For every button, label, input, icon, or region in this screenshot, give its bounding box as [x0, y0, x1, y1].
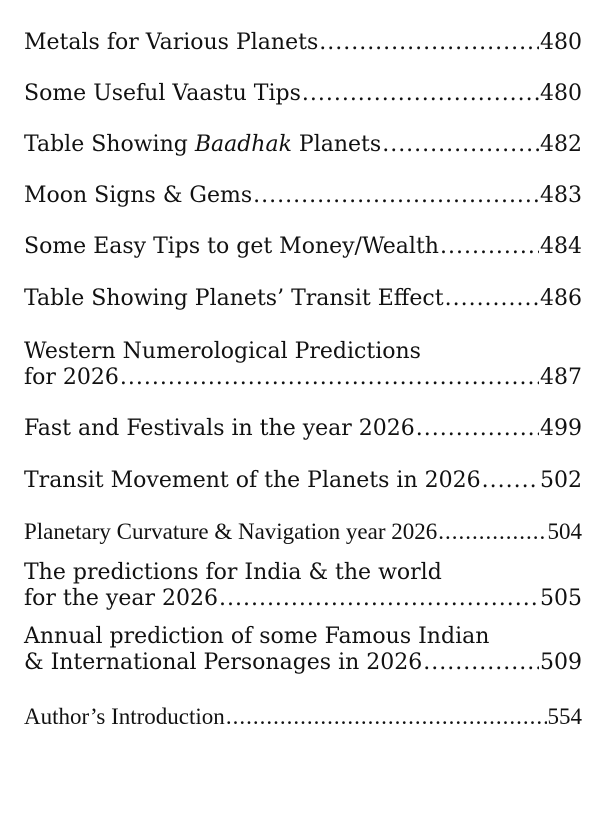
toc-entry-money-tips	[24, 234, 582, 260]
toc-entry-title: Some Useful Vaastu Tips	[24, 81, 301, 106]
dot-leader	[482, 468, 539, 494]
toc-entry-title: Author’s Introduction	[24, 704, 225, 729]
toc-entry-title: for the year 2026	[24, 586, 218, 611]
toc-entry-page: 484	[540, 234, 582, 259]
title-italic-part: Baadhak	[194, 132, 292, 157]
toc-entry-title-line1: The predictions for India & the world	[24, 560, 442, 585]
dot-leader	[219, 586, 539, 612]
toc-entry-transit-effect	[24, 286, 582, 312]
dot-leader	[382, 132, 539, 158]
toc-entry-author-intro	[24, 704, 582, 730]
toc-entry-page: 554	[547, 704, 582, 729]
toc-entry-title-line1: Western Numerological Predictions	[24, 339, 421, 364]
toc-entry-curvature	[24, 519, 582, 545]
toc-entry-page: 499	[540, 416, 582, 441]
toc-entry-title-line1: Annual prediction of some Famous Indian	[24, 624, 490, 649]
dot-leader	[226, 704, 547, 730]
toc-entry-page: 505	[540, 586, 582, 611]
toc-entry-page: 502	[540, 468, 582, 493]
toc-entry-festivals	[24, 416, 582, 442]
toc-entry-page: 504	[547, 519, 582, 544]
toc-entry-page: 480	[540, 30, 582, 55]
toc-entry-page: 482	[540, 132, 582, 157]
toc-entry-vaastu	[24, 81, 582, 107]
toc-entry-page: 487	[540, 365, 582, 390]
toc-entry-title: Some Easy Tips to get Money/Wealth	[24, 234, 439, 259]
dot-leader	[253, 183, 539, 209]
dot-leader	[416, 416, 539, 442]
dot-leader	[423, 650, 539, 676]
dot-leader	[302, 81, 539, 107]
toc-entry-metals	[24, 30, 582, 56]
toc-entry-numerology	[24, 339, 582, 391]
toc-entry-transit-movement	[24, 468, 582, 494]
toc-entry-title: Planetary Curvature & Navigation year 2026	[24, 519, 438, 544]
dot-leader	[438, 519, 546, 545]
toc-entry-personages	[24, 624, 582, 676]
title-part: Planets	[291, 132, 382, 157]
toc-entry-moon-signs	[24, 183, 582, 209]
toc-entry-title: Transit Movement of the Planets in 2026	[24, 468, 481, 493]
toc-entry-title	[24, 132, 381, 158]
toc-entry-title: for 2026	[24, 365, 119, 390]
dot-leader	[319, 30, 539, 56]
title-part: Table Showing	[24, 132, 195, 157]
toc-entry-page: 509	[540, 650, 582, 675]
toc-entry-title: & International Personages in 2026	[24, 650, 423, 675]
toc-entry-title: Metals for Various Planets	[24, 30, 319, 55]
toc-entry-page: 483	[540, 183, 582, 208]
toc-entry-title: Table Showing Planets’ Transit Effect	[24, 286, 444, 311]
toc-entry-page: 480	[540, 81, 582, 106]
dot-leader	[440, 234, 539, 260]
dot-leader	[445, 286, 539, 312]
toc-entry-baadhak	[24, 132, 582, 158]
toc-entry-page: 486	[540, 286, 582, 311]
toc-entry-title: Fast and Festivals in the year 2026	[24, 416, 415, 441]
toc-entry-india-predictions	[24, 560, 582, 612]
dot-leader	[120, 365, 539, 391]
toc-entry-title: Moon Signs & Gems	[24, 183, 253, 208]
